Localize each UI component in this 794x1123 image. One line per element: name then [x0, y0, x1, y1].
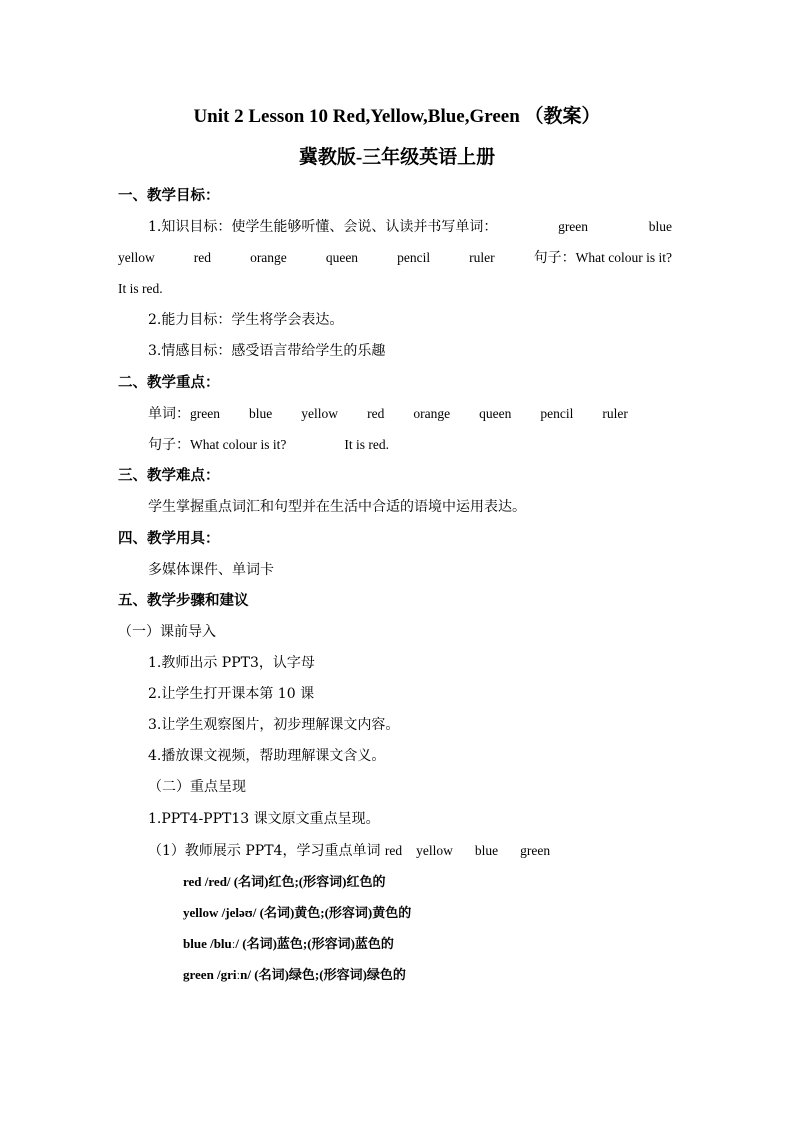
step-item: 2.让学生打开课本第 10 课: [148, 686, 315, 702]
word-pencil: pencil: [397, 250, 431, 265]
key-word-orange: orange: [413, 406, 451, 421]
key-word-red: red: [367, 406, 385, 421]
sentence-answer: It is red.: [118, 281, 163, 296]
objective-knowledge-prefix: 1.知识目标：使学生能够听懂、会说、认读并书写单词：: [148, 219, 498, 235]
subsection-1-heading: （一）课前导入: [118, 624, 216, 640]
key-word-queen: queen: [479, 406, 512, 421]
objective-knowledge-line2: [118, 249, 672, 267]
section-2-heading: 二、教学重点：: [118, 374, 220, 391]
key-word-yellow: yellow: [301, 406, 339, 421]
key-word-pencil: pencil: [540, 406, 574, 421]
key-word-blue: blue: [249, 406, 273, 421]
vocab-entry-red: red /red/ (名词)红色;(形容词)红色的: [183, 874, 386, 889]
tools-text: 多媒体课件、单词卡: [148, 562, 274, 578]
sentence-label: 句子：: [533, 250, 576, 266]
word-yellow: yellow: [118, 250, 155, 265]
section-1-heading: 一、教学目标：: [118, 187, 220, 204]
key-sentence-line: [148, 436, 389, 454]
page-title: Unit 2 Lesson 10 Red,Yellow,Blue,Green （教案）: [193, 106, 601, 127]
ppt4-word-red: red: [384, 843, 403, 858]
presentation-subitem-prefix: （1）教师展示 PPT4，学习重点单词: [148, 843, 381, 859]
ppt4-word-green: green: [520, 843, 551, 858]
presentation-subitem: [148, 842, 550, 860]
key-sentence-question: What colour is it?: [190, 437, 287, 452]
word-orange: orange: [250, 250, 287, 265]
word-queen: queen: [325, 250, 359, 265]
presentation-item: 1.PPT4-PPT13 课文原文重点呈现。: [148, 811, 380, 827]
key-sentence-label: 句子：: [148, 437, 190, 453]
section-5-heading: 五、教学步骤和建议: [118, 592, 249, 609]
objective-emotion: 3.情感目标：感受语言带给学生的乐趣: [148, 343, 386, 359]
key-word-ruler: ruler: [602, 406, 628, 421]
section-4-heading: 四、教学用具：: [118, 530, 220, 547]
ppt4-word-yellow: yellow: [416, 843, 453, 858]
subsection-2-heading: （二）重点呈现: [148, 779, 246, 795]
objective-ability: 2.能力目标：学生将学会表达。: [148, 312, 344, 328]
word-ruler: ruler: [469, 250, 495, 265]
key-word-green: green: [190, 406, 220, 421]
vocab-entry-yellow: yellow /jeləʊ/ (名词)黄色;(形容词)黄色的: [183, 905, 412, 920]
step-item: 3.让学生观察图片，初步理解课文内容。: [148, 717, 400, 733]
word-blue: blue: [648, 219, 672, 234]
step-item: 4.播放课文视频，帮助理解课文含义。: [148, 748, 386, 764]
objective-knowledge-line1: [148, 218, 672, 236]
key-words-line: [148, 405, 628, 423]
page-subtitle: 冀教版-三年级英语上册: [298, 147, 496, 168]
ppt4-word-blue: blue: [474, 843, 499, 858]
vocab-entry-green: green /griːn/ (名词)绿色;(形容词)绿色的: [183, 967, 406, 982]
vocab-entry-blue: blue /bluː/ (名词)蓝色;(形容词)蓝色的: [183, 936, 394, 951]
difficulty-text: 学生掌握重点词汇和句型并在生活中合适的语境中运用表达。: [148, 499, 526, 515]
word-red: red: [193, 250, 212, 265]
section-3-heading: 三、教学难点：: [118, 467, 220, 484]
sentence-question: What colour is it?: [575, 250, 672, 265]
step-item: 1.教师出示 PPT3，认字母: [148, 655, 315, 671]
key-sentence-answer: It is red.: [344, 437, 389, 452]
key-words-label: 单词：: [148, 406, 190, 422]
word-green: green: [558, 219, 589, 234]
